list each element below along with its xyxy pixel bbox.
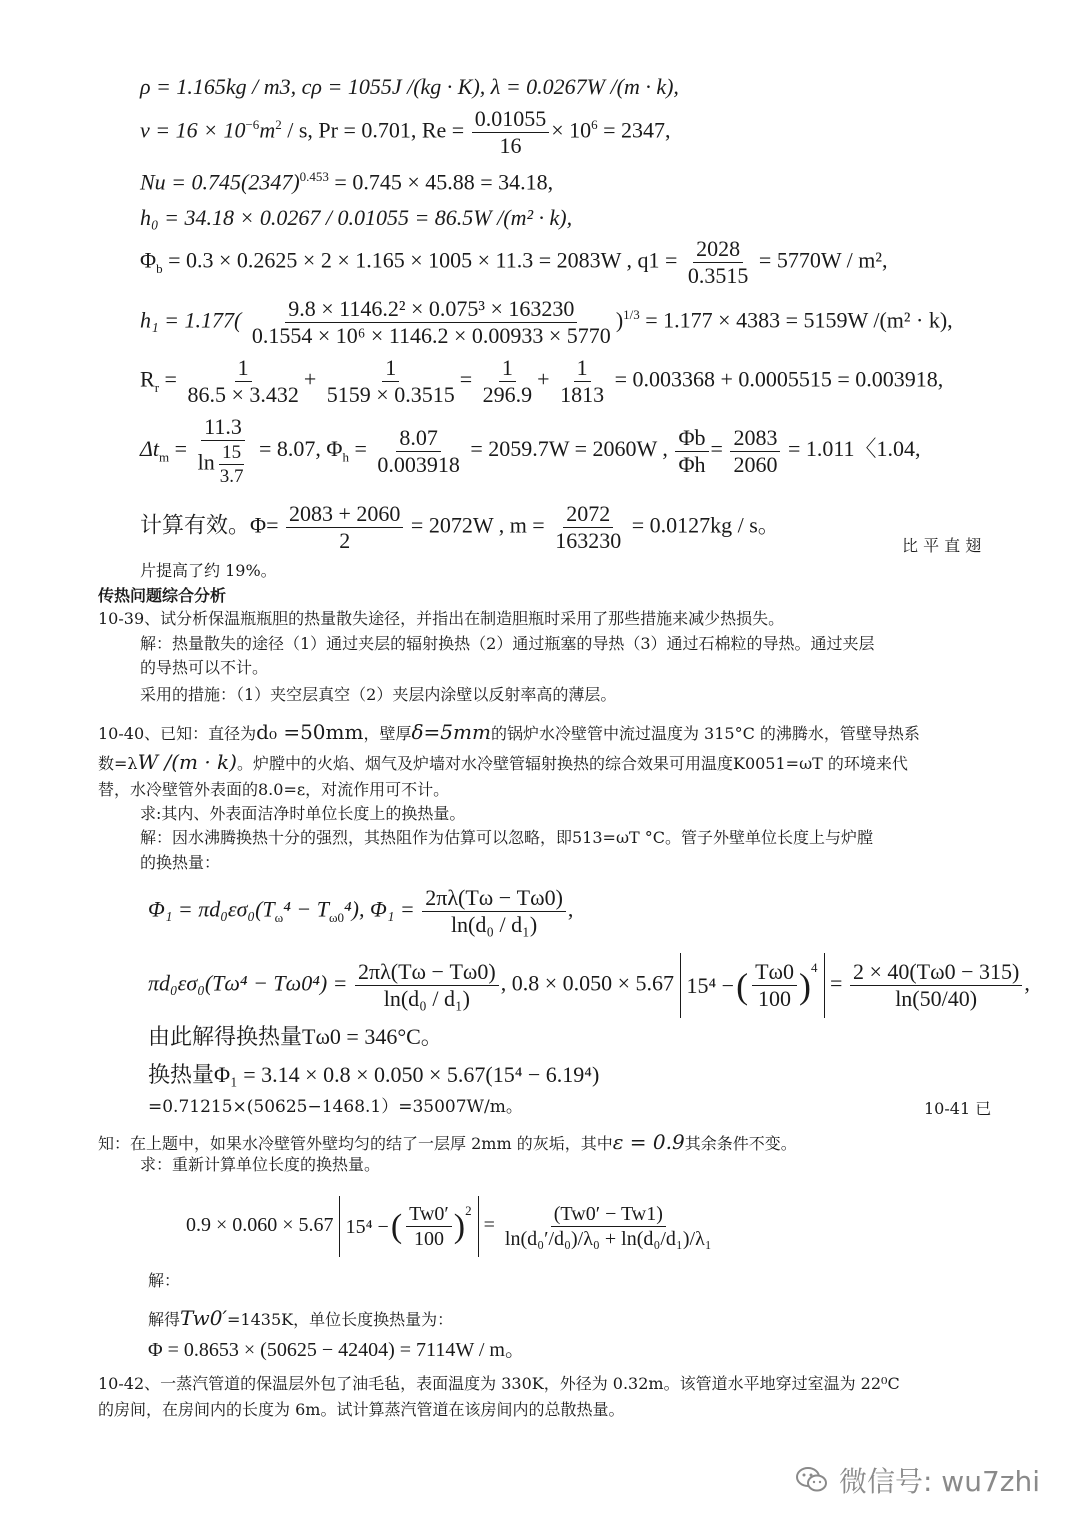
section-heading: 传热问题综合分析 [98,586,227,605]
problem-10-40-line1: 10-40、已知：直径为d₀ =50mm，壁厚δ=5mm的锅炉水冷壁管中流过温度为 315°C 的沸腾水，管壁导热系 [98,720,920,744]
side-note-2: 10-41 已 [924,1099,992,1118]
watermark-text: 微信号: wu7zhi [838,1465,1040,1498]
equation-delta-t: $\Delta t_m$ = 11.3 ln $\frac{15}{3.7}$ = 8.07, $\Phi_h$ = $\frac{8.07}{0.003918}$ = 2059.7W = 2060W , $\frac{\Phi b}{\Phi h}$ = $\frac{2083}{2060}$ = 1.011〈1.04, [140,414,921,487]
equation-resistance: $R_r$ = $\frac{1}{86.5 \times 3.432}$ + $\frac{1}{5159 \times 0.3515}$ = $\frac{1}{296.9}$ + $\frac{1}{1813}$ = 0.003368 + 0.0005515 = 0.003918, [140,355,944,407]
equation-tw0-result: 由此解得换热量Tω0 = 346°C。 [148,1024,443,1049]
equation-solve-tw0: πd₀εσ₀(Tω⁴ − Tω0⁴) = $\frac{2\pi\lambda(T\omega - T\omega 0)}{\text{ln(d₀ / d₁)}}$ , 0.8 × 0.050 × 5.67 15⁴ − ( $\frac{T\omega 0}{100}$ ) $^4$ = $\frac{2 \times 40(T\omega 0 - 315)}{\ln(50/40)}$ , [148,953,1030,1018]
equation-fouled-wall: 0.9 × 0.060 × 5.67 15⁴ − ( $\frac{Tw0'}{100}$ ) $^2$ = $\frac{(Tw0' - Tw1)}{\text{ln(d₀′/d₀)/λ₀ + ln(d₀/d₁)/λ₁}}$ [186,1196,717,1257]
answer-10-39-line3: 采用的措施：（1）夹空层真空（2）夹层内涂壁以反射率高的薄层。 [140,685,617,704]
equation-phi1: 换热量Φ₁ = 3.14 × 0.8 × 0.050 × 5.67(15⁴ − 6.19⁴) [148,1062,600,1087]
answer-10-41: 解得Tw0′=1435K，单位长度换热量为： [148,1306,454,1330]
answer-10-39-line1: 解：热量散失的途径（1）通过夹层的辐射换热（2）通过瓶塞的导热（3）通过石棉粒的导热。通过夹层 [140,634,875,653]
equation-h0: h₀ = 34.18 × 0.0267 / 0.01055 = 86.5W /(m² · k), [140,205,573,230]
problem-10-42-line2: 的房间，在房间内的长度为 6m。试计算蒸汽管道在该房间内的总散热量。 [98,1400,625,1419]
answer-10-39-line2: 的导热可以不计。 [140,658,269,677]
equation-phi-b: $\Phi_b = 0.3 \times 0.2625 \times 2 \times 1.165 \times 1005 \times 11.3 = 2083W$ , q1 = $\frac{2028}{0.3515}$ = 5770W / m², [140,236,888,288]
text-jie: 解： [148,1271,181,1290]
problem-10-40-line3: 替，水冷壁管外表面的8.0=ε，对流作用可不计。 [98,780,450,799]
answer-10-40-line1: 解：因水沸腾换热十分的强烈，其热阻作为估算可以忽略，即513=ωT °C。管子外壁单位长度上与炉膛 [140,828,873,847]
equation-phi1-value: =0.71215×(50625−1468.1）=35007W/m。 [148,1097,523,1117]
equation-reynolds: $v = 16 \times 10^{-6}m^2 / s$, Pr = 0.701, Re = $\frac{0.01055}{16}$ × $10^6 = 2347$, [140,106,671,158]
equation-properties: ρ = 1.165kg / m3, cρ = 1055J /(kg · K), λ = 0.0267W /(m · k), [140,74,679,99]
equation-heat-balance: $\Phi_1 = \pi d_0\varepsilon\sigma_0(T_\omega^4 - T_{\omega 0}^4)$, Φ₁ = $\frac{2\pi\lambda(T\omega - T\omega 0)}{\text{ln(d₀ / d₁)}}$ , [148,885,574,937]
problem-10-41-question: 求：重新计算单位长度的换热量。 [140,1155,381,1174]
equation-phi-fouled: Φ = 0.8653 × (50625 − 42404) = 7114W / m。 [148,1339,525,1361]
answer-10-40-line2: 的换热量： [140,853,221,872]
problem-10-39: 10-39、试分析保温瓶瓶胆的热量散失途径，并指出在制造胆瓶时采用了那些措施来减少热损失。 [98,609,785,628]
problem-10-41-line1: 知：在上题中，如果水冷壁管外壁均匀的结了一层厚 2mm 的灰垢，其中ε = 0.9其余条件不变。 [98,1130,797,1154]
equation-result: 计算有效。Φ= $\frac{2083 + 2060}{2}$ = 2072W , m = $\frac{2072}{163230}$ = 0.0127kg / s。 [140,501,780,553]
problem-10-40-line2: 数=λW /(m · k)。炉膛中的火焰、烟气及炉墙对水冷壁管辐射换热的综合效果可用温度K0051=ωT 的环境来代 [98,750,908,774]
text-fin-improvement: 片提高了约 19%。 [140,561,277,580]
side-note-1: 比 平 直 翅 [902,536,982,555]
equation-nusselt: $Nu = 0.745(2347)^{0.453} = 0.745 \times 45.88 = 34.18$, [140,169,554,195]
watermark [795,1460,1040,1500]
problem-10-42-line1: 10-42、一蒸汽管道的保温层外包了油毛毡，表面温度为 330K，外径为 0.32m。该管道水平地穿过室温为 22⁰C [98,1374,900,1393]
problem-10-40-question: 求:其内、外表面洁净时单位长度上的换热量。 [140,804,466,823]
wechat-icon [795,1466,829,1494]
equation-h1: h₁ = 1.177( $\frac{\text{9.8 × 1146.2² × 0.075³ × 163230}}{\text{0.1554 × 10⁶ × 1146.2 × 0.00933 × 5770}}$ )$^{1/3}$ = 1.177 × 4383 = 5159W /(m² · k), [140,296,953,348]
